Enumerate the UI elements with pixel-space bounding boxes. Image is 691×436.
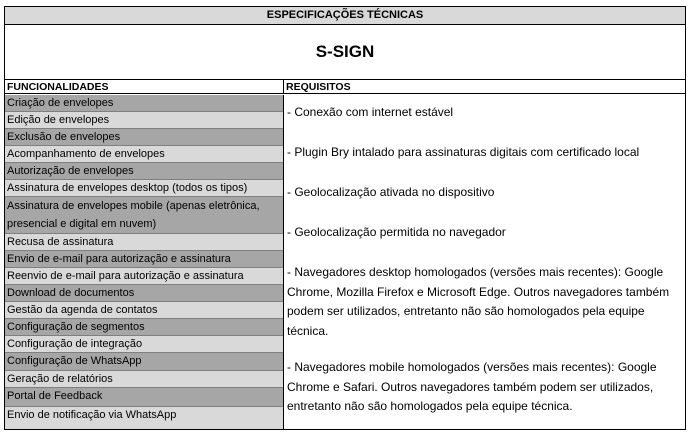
features-column xyxy=(5,95,284,429)
feature-row: Gestão da agenda de contatos xyxy=(5,302,283,319)
feature-row: Envio de e-mail para autorização e assinatura xyxy=(5,251,283,268)
feature-row: Criação de envelopes xyxy=(5,95,283,112)
feature-row: Exclusão de envelopes xyxy=(5,129,283,146)
requirement-item: - Plugin Bry intalado para assinaturas digitais com certificado local xyxy=(287,145,640,159)
feature-row: Reenvio de e-mail para autorização e assinatura xyxy=(5,268,283,285)
feature-row: Envio de notificação via WhatsApp xyxy=(5,407,283,429)
requirement-item: - Geolocalização permitida no navegador xyxy=(287,225,506,239)
requirement-item: - Conexão com internet estável xyxy=(287,105,454,119)
feature-row: Configuração de integração xyxy=(5,336,283,353)
feature-row: Autorização de envelopes xyxy=(5,163,283,180)
requirement-item: - Geolocalização ativada no dispositivo xyxy=(287,185,495,199)
requirements-column xyxy=(285,95,685,429)
sheet-banner: ESPECIFICAÇÕES TÉCNICAS xyxy=(5,7,685,25)
spec-sheet xyxy=(4,6,686,430)
features-header: FUNCIONALIDADES xyxy=(5,80,284,94)
feature-row: Configuração de WhatsApp xyxy=(5,353,283,371)
feature-row: Acompanhamento de envelopes xyxy=(5,146,283,163)
requirements-header: REQUISITOS xyxy=(284,80,685,94)
feature-row: Assinatura de envelopes mobile (apenas eletrônica, presencial e digital em nuvem) xyxy=(5,197,283,234)
feature-row: Download de documentos xyxy=(5,285,283,302)
requirement-item: - Navegadores desktop homologados (versões mais recentes): Google Chrome, Mozilla Firefox e Microsoft Edge. Outros navegadores também podem ser utilizados, entretanto não são homologados pela equipe técnica. xyxy=(287,265,670,338)
feature-row: Recusa de assinatura xyxy=(5,234,283,251)
feature-row: Assinatura de envelopes desktop (todos os tipos) xyxy=(5,180,283,197)
feature-row: Portal de Feedback xyxy=(5,388,283,407)
feature-row: Geração de relatórios xyxy=(5,371,283,388)
requirement-item: - Navegadores mobile homologados (versões mais recentes): Google Chrome e Safari. Outros navegadores também podem ser utilizados, entretanto não são homologados pela equipe técnica. xyxy=(287,360,657,413)
product-title: S-SIGN xyxy=(5,25,685,80)
feature-row: Configuração de segmentos xyxy=(5,319,283,336)
feature-row: Edição de envelopes xyxy=(5,112,283,129)
